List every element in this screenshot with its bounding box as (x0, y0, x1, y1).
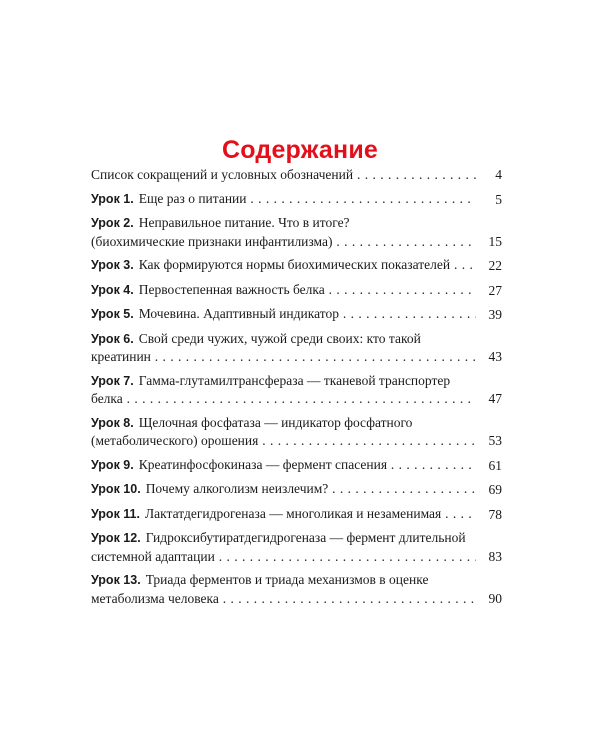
lesson-label: Урок 11. (91, 506, 140, 521)
page-title: Содержание (221, 136, 379, 164)
toc-entry-title: Список сокращений и условных обозначений (91, 167, 354, 182)
toc-entry-title: Щелочная фосфатаза — индикатор фосфатного (138, 414, 413, 430)
toc-entry-line (91, 456, 476, 475)
lesson-label: Урок 10. (91, 482, 141, 496)
toc-entry-line (91, 190, 476, 209)
toc-entry-title: Креатинфосфокиназа — фермент спасения (138, 456, 388, 472)
lesson-label: Урок 13. (91, 573, 141, 587)
lesson-label: Урок 8. (91, 415, 134, 430)
lesson-label: Урок 1. (91, 191, 134, 206)
toc-entry-title: (биохимические признаки инфантилизма) (91, 233, 333, 249)
page-number: 78 (476, 506, 502, 524)
toc-entry[interactable] (91, 256, 502, 275)
toc-entry[interactable] (91, 505, 502, 524)
toc-entry-title: Лактатдегидрогеназа — многоликая и незаменимая (145, 505, 442, 521)
toc-entry[interactable] (91, 214, 502, 250)
toc-entry-title: Мочевина. Адаптивный индикатор (138, 306, 339, 321)
toc-entry-line (91, 505, 476, 524)
page-number: 90 (476, 590, 502, 608)
lesson-label: Урок 4. (91, 282, 134, 297)
page-number: 69 (476, 481, 502, 499)
toc-entry-line (91, 281, 476, 300)
toc-entry-title: метаболизма человека (91, 590, 219, 606)
toc-entry-title: Еще раз о питании (138, 190, 247, 206)
toc-entry-line (91, 414, 476, 433)
page-number: 27 (476, 282, 502, 300)
toc-entry-title: Первостепенная важность белка (138, 281, 325, 297)
page-number: 83 (476, 548, 502, 566)
lesson-label: Урок 12. (91, 531, 141, 545)
toc-entry-line (91, 214, 476, 233)
toc-entry-title: системной адаптации (91, 548, 215, 564)
toc-entry-title: креатинин (91, 349, 151, 364)
toc-entry-line (91, 256, 476, 275)
page-number: 15 (476, 233, 502, 251)
lesson-label: Урок 7. (91, 373, 134, 388)
page-number: 53 (476, 432, 502, 450)
toc-entry[interactable] (91, 480, 502, 499)
toc-entry-line (91, 529, 476, 548)
toc-entry-title: Неправильное питание. Что в итоге? (138, 215, 350, 230)
toc-entry-line (91, 372, 476, 391)
page-number: 4 (476, 166, 502, 184)
toc-entry-line (91, 432, 476, 450)
toc-entry[interactable] (91, 571, 502, 607)
toc-entry-title: (метаболического) орошения (91, 433, 259, 448)
lesson-label: Урок 2. (91, 216, 134, 230)
page-number: 47 (476, 390, 502, 408)
toc-entry-line (91, 548, 476, 566)
page-number: 43 (476, 348, 502, 366)
toc-entry-line (91, 166, 476, 184)
page-number: 39 (476, 306, 502, 324)
toc-entry[interactable] (91, 529, 502, 565)
toc-entry-title: Гидроксибутиратдегидрогеназа — фермент длительной (145, 530, 466, 545)
lesson-label: Урок 6. (91, 331, 134, 346)
table-of-contents (91, 166, 502, 607)
toc-entry-title: белка (91, 391, 123, 406)
lesson-label: Урок 9. (91, 457, 134, 472)
toc-entry-line (91, 330, 476, 349)
toc-entry-line (91, 590, 476, 608)
toc-entry-line (91, 305, 476, 324)
toc-entry-title: Триада ферментов и триада механизмов в оценке (145, 572, 429, 587)
toc-entry[interactable] (91, 456, 502, 475)
page-number: 5 (476, 191, 502, 209)
toc-entry-title: Гамма-глутамилтрансфераза — тканевой транспортер (138, 372, 451, 388)
toc-entry-title: Свой среди чужих, чужой среди своих: кто такой (138, 330, 421, 346)
toc-entry-line (91, 571, 476, 590)
toc-entry-title: Почему алкоголизм неизлечим? (145, 481, 329, 496)
toc-entry-title: Как формируются нормы биохимических показателей (138, 257, 451, 272)
toc-entry-line (91, 233, 476, 251)
lesson-label: Урок 3. (91, 258, 134, 272)
page-number: 61 (476, 457, 502, 475)
page-number: 22 (476, 257, 502, 275)
toc-entry-line (91, 480, 476, 499)
toc-entry-line (91, 348, 476, 366)
toc-entry[interactable] (91, 281, 502, 300)
toc-entry[interactable] (91, 166, 502, 184)
toc-entry[interactable] (91, 305, 502, 324)
toc-entry[interactable] (91, 330, 502, 366)
toc-entry-line (91, 390, 476, 408)
toc-entry[interactable] (91, 372, 502, 408)
lesson-label: Урок 5. (91, 307, 134, 321)
toc-entry[interactable] (91, 414, 502, 450)
toc-entry[interactable] (91, 190, 502, 209)
